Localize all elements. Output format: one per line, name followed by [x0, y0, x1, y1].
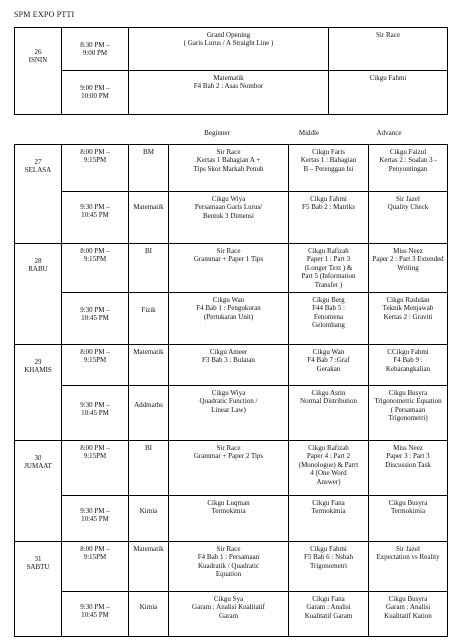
table-row — [15, 244, 448, 293]
table-row — [15, 592, 448, 637]
time-cell: 9:30 PM – 10:45 PM — [62, 293, 129, 345]
time-cell: 9:30 PM – 10:45 PM — [62, 496, 129, 542]
advance-cell: Cikgu Faizul Kertas 2 : Soalan 3 - Penyuntingan — [369, 145, 448, 192]
subject-cell: Matematik — [129, 345, 169, 386]
advance-cell: CCikgu Fahmi F4 Bab 9 : Kebarangkalian — [369, 345, 448, 386]
advance-cell: Cikgu Busyra Termokimia — [369, 496, 448, 542]
advance-cell: Miss Neez Paper 2 : Part 3 Extended Writing — [369, 244, 448, 293]
table-row — [15, 71, 448, 115]
subject-cell: Kimia — [129, 592, 169, 637]
beginner-cell: Cikgu Sya Garam : Analisi Kualitatif Garam — [169, 592, 289, 637]
teacher-cell: Cikgu Fahmi — [329, 71, 448, 115]
subject-cell: Matematik — [129, 542, 169, 592]
time-cell: 9:30 PM – 10:45 PM — [62, 386, 129, 441]
time-cell: 8:00 PM – 9:15PM — [62, 145, 129, 192]
beginner-cell: Cikgu Wiya Persamaan Garis Lurus/ Bentuk 3 Dimensi — [169, 192, 289, 244]
time-cell: 8:00 PM – 9:15PM — [62, 244, 129, 293]
main-schedule-table — [14, 144, 448, 637]
beginner-cell: Sir Race Grammar + Paper 1 Tips — [169, 244, 289, 293]
time-cell: 9:00 PM – 10:00 PM — [62, 71, 129, 115]
subject-cell: BI — [129, 244, 169, 293]
day-cell: 28 RABU — [15, 244, 62, 345]
beginner-cell: Sir Race Grammar + Paper 2 Tips — [169, 441, 289, 496]
table-row — [15, 345, 448, 386]
session-cell: Matematik F4 Bab 2 : Asas Nombor — [129, 71, 329, 115]
time-cell: 9:30 PM – 10:45 PM — [62, 592, 129, 637]
table-row — [15, 441, 448, 496]
day-cell: 27 SELASA — [15, 145, 62, 244]
advance-cell: Cikgu Busyra Garam : Analisi Kualitatif Kation — [369, 592, 448, 637]
subject-cell: Fizik — [129, 293, 169, 345]
table-row — [15, 542, 448, 592]
page-title: SPM EXPO PTTI — [14, 10, 75, 19]
beginner-cell: Cikgu Luqman Termokimia — [169, 496, 289, 542]
table-row — [15, 145, 448, 192]
teacher-cell: Sir Race — [329, 28, 448, 71]
middle-cell: Cikgu Fahmi F5 Bab 6 : Nsbah Trigonometri — [289, 542, 369, 592]
middle-cell: Cikgu Fahmi F5 Bab 2 : Matriks — [289, 192, 369, 244]
beginner-cell: Cikgu Wan F4 Bab 1 : Pengukuran (Pertukaran Unit) — [169, 293, 289, 345]
level-middle: Middle — [298, 129, 320, 137]
subject-cell: Addmaths — [129, 386, 169, 441]
subject-cell: Kimia — [129, 496, 169, 542]
beginner-cell: Sir Race F4 Bab 1 : Persamaan Kuadratik / Quadratic Equation — [169, 542, 289, 592]
session-cell: Grand Opening ( Garis Lurus / A Straight Line ) — [129, 28, 329, 71]
table-row — [15, 192, 448, 244]
time-cell: 8:00 PM – 9:15PM — [62, 441, 129, 496]
subject-cell: Matematik — [129, 192, 169, 244]
level-beginner: Beginner — [204, 129, 230, 137]
table-row — [15, 293, 448, 345]
beginner-cell: Cikgu Ameer F3 Bab 3 : Bulatan — [169, 345, 289, 386]
advance-cell: Sir Jazel Quality Check — [369, 192, 448, 244]
middle-cell: Cikgu Fana Termokimia — [289, 496, 369, 542]
middle-cell: Cikgu Fana Garam : Analisi Kualitatif Garam — [289, 592, 369, 637]
table-row — [15, 386, 448, 441]
opening-schedule-table — [14, 27, 448, 115]
time-cell: 8:30 PM – 9:00 PM — [62, 28, 129, 71]
middle-cell: Cikgu Rafizah Paper 1 : Part 3 (Longer Text ) & Part 5 (Information Transfer ) — [289, 244, 369, 293]
middle-cell: Cikgu Rafizah Paper 4 : Part 2 (Monologue) & Parrt 4 (One Word Answer) — [289, 441, 369, 496]
table-row — [15, 28, 448, 71]
beginner-cell: Cikgu Wiya Quadratic Function / Linear Law) — [169, 386, 289, 441]
time-cell: 8:00 PM – 9:15PM — [62, 542, 129, 592]
advance-cell: Miss Neez Paper 3 : Part 3 Discussion Task — [369, 441, 448, 496]
day-cell: 30 JUMAAT — [15, 441, 62, 542]
level-advance: Advance — [376, 129, 402, 137]
middle-cell: Cikgu Berg F44 Bab 5 : Fenomena Gelombang — [289, 293, 369, 345]
advance-cell: Sir Jazel Expectation vs Reality — [369, 542, 448, 592]
middle-cell: Cikgu Asrin Normal Distribution — [289, 386, 369, 441]
day-cell: 26 ISNIN — [15, 28, 62, 115]
day-cell: 29 KHAMIS — [15, 345, 62, 441]
beginner-cell: Sir Race Kertas 1 Bahagian A + Tips Skor Markah Penuh — [169, 145, 289, 192]
table-row — [15, 496, 448, 542]
time-cell: 9:30 PM – 10:45 PM — [62, 192, 129, 244]
advance-cell: Cikgu Rashdan Teknik Menjawab Kertas 2 : Graviti — [369, 293, 448, 345]
middle-cell: Cikgu Wan F4 Bab 7 :Graf Gerakan — [289, 345, 369, 386]
day-cell: 31 SABTU — [15, 542, 62, 637]
time-cell: 8:00 PM – 9:15PM — [62, 345, 129, 386]
advance-cell: Cikgu Busyra Trigonometric Equation ( Persamaan Trigonometri) — [369, 386, 448, 441]
level-headers — [0, 129, 462, 139]
middle-cell: Cikgu Faris Kertas 1 : Bahagian B – Perenggan Isi — [289, 145, 369, 192]
subject-cell: BM — [129, 145, 169, 192]
subject-cell: BI — [129, 441, 169, 496]
